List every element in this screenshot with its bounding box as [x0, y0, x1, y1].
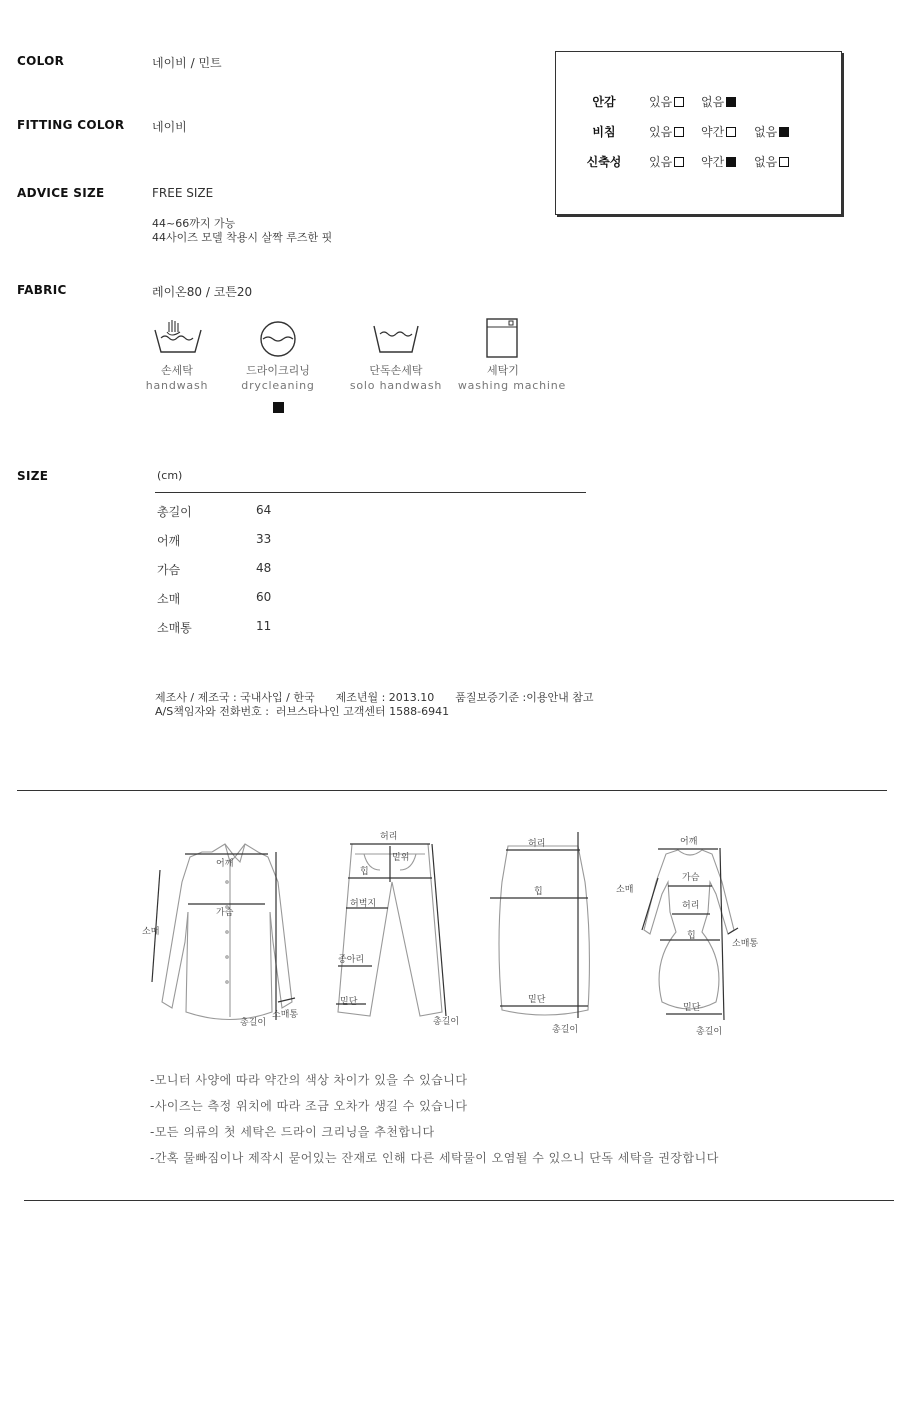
checkbox-empty-icon	[779, 157, 789, 167]
color-label: COLOR	[17, 54, 65, 68]
skirt-length-label: 총길이	[552, 1025, 579, 1035]
checkbox-empty-icon	[726, 127, 736, 137]
manufacturer-line1: 제조사 / 제조국 : 국내사입 / 한국 제조년월 : 2013.10 품질보증기준 :이용안내 참고	[155, 691, 594, 704]
dress-length-label: 총길이	[696, 1027, 723, 1037]
washing-machine-icon	[486, 318, 518, 358]
shirt-sleeve-label: 소매	[142, 927, 160, 937]
fabric-properties-box	[555, 51, 842, 215]
property-stretch-option-slight: 약간	[701, 153, 736, 170]
size-row-value: 33	[256, 532, 272, 546]
fitting-color-label: FITTING COLOR	[17, 118, 125, 132]
solo-handwash-icon	[372, 322, 420, 356]
shirt-sleeve-line	[152, 870, 160, 982]
advice-size-label: ADVICE SIZE	[17, 186, 105, 200]
dress-hem-label: 밑단	[683, 1003, 701, 1013]
property-lining-label: 안감	[592, 95, 616, 109]
bottom-divider	[24, 1200, 894, 1201]
checkbox-filled-icon	[726, 157, 736, 167]
selected-care-marker	[273, 402, 284, 413]
dress-hip-label: 힙	[687, 931, 696, 941]
measurement-diagrams	[130, 822, 790, 1047]
care-handwash-en: handwash	[145, 379, 209, 392]
size-row-value: 11	[256, 619, 272, 633]
pants-knee-label: 종아리	[338, 955, 365, 965]
care-drycleaning-ko: 드라이크리닝	[246, 364, 310, 377]
handwash-icon	[153, 318, 203, 358]
section-divider	[17, 790, 887, 791]
advice-size-line1: 44~66까지 가능	[152, 217, 236, 230]
pants-waist-label: 허리	[380, 832, 398, 842]
checkbox-filled-icon	[726, 97, 736, 107]
care-drycleaning-en: drycleaning	[241, 379, 315, 392]
advice-size-value: FREE SIZE	[152, 186, 214, 200]
checkbox-empty-icon	[674, 157, 684, 167]
fabric-value: 레이온80 / 코튼20	[152, 285, 253, 299]
shirt-cuff-label: 소매통	[272, 1010, 299, 1020]
skirt-hip-label: 힙	[534, 887, 543, 897]
dress-sleeve-label: 소매	[616, 885, 634, 895]
property-lining-option-yes: 있음	[649, 93, 684, 110]
size-unit: (cm)	[157, 469, 183, 482]
pants-length-label: 총길이	[433, 1017, 460, 1027]
shirt-diagram	[162, 844, 292, 1020]
fabric-label: FABRIC	[17, 283, 67, 297]
property-sheer-label: 비침	[592, 125, 616, 139]
note-item: -간혹 물빠짐이나 제작시 묻어있는 잔재로 인해 다른 세탁물이 오염될 수 있으니 단독 세탁을 권장합니다	[150, 1151, 719, 1165]
size-row-value: 48	[256, 561, 272, 575]
dress-cuff-label: 소매통	[732, 939, 759, 949]
manufacturer-line2: A/S책임자와 전화번호 : 러브스타나인 고객센터 1588-6941	[155, 705, 450, 718]
size-row-name: 소매	[157, 592, 181, 606]
size-row-name: 가슴	[157, 563, 181, 577]
size-label: SIZE	[17, 469, 49, 483]
property-stretch-option-no: 없음	[754, 153, 789, 170]
fitting-color-value: 네이비	[152, 120, 187, 134]
drycleaning-icon	[259, 320, 297, 358]
size-row-value: 64	[256, 503, 272, 517]
checkbox-empty-icon	[674, 127, 684, 137]
pants-hem-label: 밑단	[340, 997, 358, 1007]
note-item: -모든 의류의 첫 세탁은 드라이 크리닝을 추천합니다	[150, 1125, 435, 1139]
checkbox-filled-icon	[779, 127, 789, 137]
dress-waist-label: 허리	[682, 901, 700, 911]
property-sheer-option-yes: 있음	[649, 123, 684, 140]
care-solo-handwash-en: solo handwash	[349, 379, 443, 392]
advice-size-line2: 44사이즈 모델 착용시 살짝 루즈한 핏	[152, 231, 333, 244]
care-washing-machine-ko: 세탁기	[487, 364, 519, 377]
color-value: 네이비 / 민트	[152, 56, 222, 70]
checkbox-empty-icon	[674, 97, 684, 107]
size-row-name: 소매통	[157, 621, 192, 635]
shirt-shoulder-label: 어깨	[216, 859, 234, 869]
care-washing-machine-en: washing machine	[457, 379, 567, 392]
size-row-name: 어깨	[157, 534, 181, 548]
property-stretch-option-yes: 있음	[649, 153, 684, 170]
property-stretch-label: 신축성	[586, 155, 622, 169]
property-sheer-option-slight: 약간	[701, 123, 736, 140]
property-sheer-option-no: 없음	[754, 123, 789, 140]
pants-hip-label: 힙	[360, 867, 369, 877]
skirt-hem-label: 밑단	[528, 995, 546, 1005]
care-solo-handwash-ko: 단독손세탁	[369, 364, 423, 377]
shirt-chest-label: 가슴	[216, 908, 234, 918]
size-row-name: 총길이	[157, 505, 192, 519]
note-item: -사이즈는 측정 위치에 따라 조금 오차가 생길 수 있습니다	[150, 1099, 468, 1113]
property-lining-option-no: 없음	[701, 93, 736, 110]
skirt-waist-label: 허리	[528, 839, 546, 849]
note-item: -모니터 사양에 따라 약간의 색상 차이가 있을 수 있습니다	[150, 1073, 468, 1087]
dress-chest-label: 가슴	[682, 873, 700, 883]
shirt-length-label: 총길이	[240, 1018, 267, 1028]
care-handwash-ko: 손세탁	[161, 364, 193, 377]
dress-shoulder-label: 어깨	[680, 837, 698, 847]
pants-rise-label: 밑위	[392, 853, 410, 863]
size-table-divider	[155, 492, 586, 493]
size-row-value: 60	[256, 590, 272, 604]
pants-thigh-label: 허벅지	[350, 899, 377, 909]
